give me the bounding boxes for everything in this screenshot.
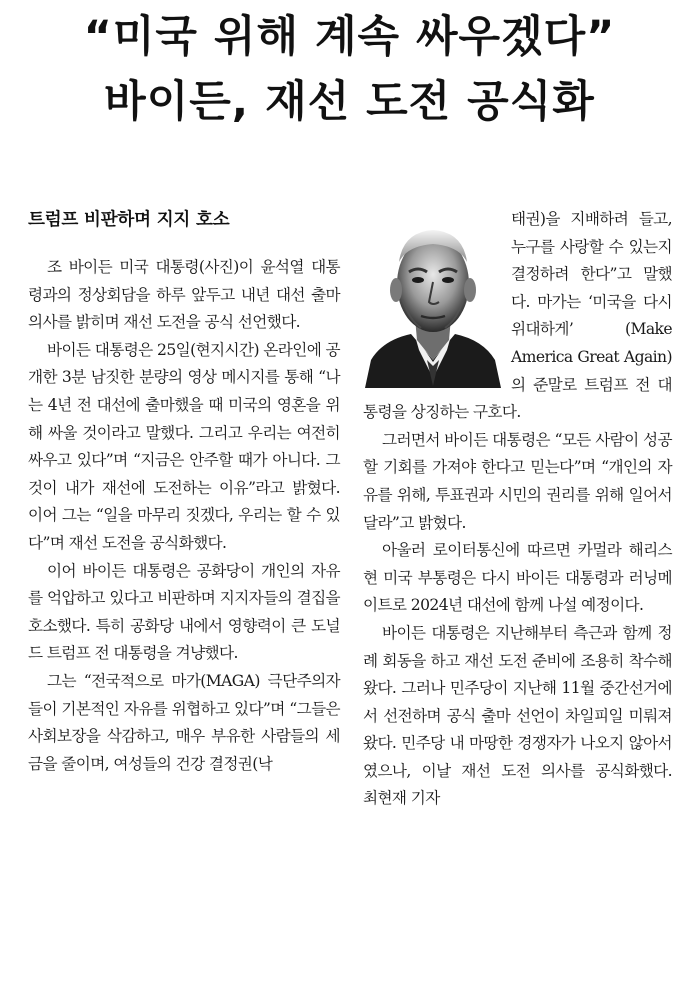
- headline-line-2: 바이든, 재선 도전 공식화: [104, 77, 595, 127]
- article-paragraph-text: 바이든 대통령은 지난해부터 측근과 함께 정례 회동을 하고 재선 도전 준비에 조용히 착수해 왔다. 그러나 민주당이 지난해 11월 중간선거에서 선전하며 공식 출마 선언이 차일피일 미뤄져 왔다. 민주당 내 마땅한 경쟁자가 나오지 않아서였으나, 이날 재선 도전 의사를 공식화했다.: [363, 623, 672, 780]
- article-column-left: [28, 206, 340, 778]
- article-paragraph: [363, 620, 672, 813]
- article-paragraph: 이어 바이든 대통령은 공화당이 개인의 자유를 억압하고 있다고 비판하며 지지자들의 결집을 호소했다. 특히 공화당 내에서 영향력이 큰 도널드 트럼프 전 대통령을 겨냥했다.: [28, 561, 340, 663]
- article-paragraph: 태권)을 지배하려 들고, 누구를 사랑할 수 있는지 결정하려 한다”고 말했다. 마가는 ‘미국을 다시 위대하게’ (Make America Great Again)의 준말로 트럼프 전 대통령을 상징하는 구호다.: [363, 210, 672, 422]
- subheading: 트럼프 비판하며 지지 호소: [28, 210, 230, 230]
- byline: 최현재 기자: [363, 789, 440, 808]
- headline: [0, 6, 699, 133]
- article-column-right: [363, 206, 672, 813]
- article-paragraph: 그는 “전국적으로 마가(MAGA) 극단주의자들이 기본적인 자유를 위협하고 있다”며 “그들은 사회보장을 삭감하고, 매우 부유한 사람들의 세금을 줄이며, 여성들의 건강 결정권(낙: [28, 671, 340, 773]
- article-paragraph: 아울러 로이터통신에 따르면 카멀라 해리스 현 미국 부통령은 다시 바이든 대통령과 러닝메이트로 2024년 대선에 함께 나설 예정이다.: [363, 541, 672, 615]
- portrait-illustration: [363, 210, 503, 388]
- article-paragraph: 바이든 대통령은 25일(현지시간) 온라인에 공개한 3분 남짓한 분량의 영상 메시지를 통해 “나는 4년 전 대선에 출마했을 때 미국의 영혼을 위해 싸울 것이라고 말했다. 그리고 우리는 여전히 싸우고 있다”며 “지금은 안주할 때가 아니다. 그것이 내가 재선에 도전하는 이유”라고 밝혔다. 이어 그는 “일을 마무리 짓겠다, 우리는 할 수 있다”며 재선 도전을 공식화했다.: [28, 340, 340, 552]
- headline-line-1: “미국 위해 계속 싸우겠다”: [83, 12, 616, 62]
- article-paragraph: 그러면서 바이든 대통령은 “모든 사람이 성공할 기회를 가져야 한다고 믿는다”며 “개인의 자유를 위해, 투표권과 시민의 권리를 위해 일어서 달라”고 밝혔다.: [363, 430, 672, 532]
- article-paragraph: 조 바이든 미국 대통령(사진)이 윤석열 대통령과의 정상회담을 하루 앞두고 내년 대선 출마 의사를 밝히며 재선 도전을 공식 선언했다.: [28, 258, 340, 332]
- portrait-photo: [363, 210, 503, 388]
